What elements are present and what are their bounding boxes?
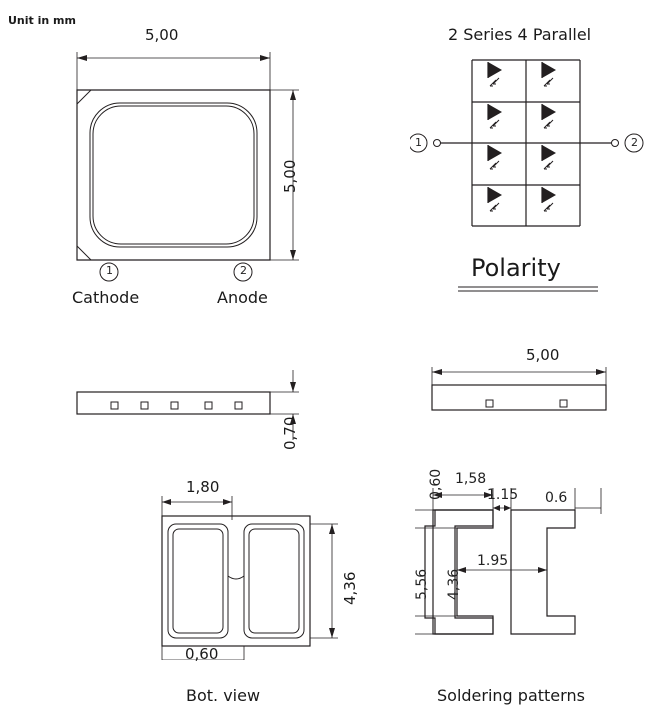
soldering-label-0-60: 0,60 — [428, 468, 444, 500]
soldering-dim-0-60 — [415, 510, 457, 528]
soldering-patterns-drawing — [415, 470, 635, 660]
led-symbol — [542, 62, 556, 86]
soldering-label-4-36: 4,36 — [446, 568, 462, 600]
bottom-view-gap-label: 0,60 — [185, 645, 219, 663]
soldering-dim-1-15 — [493, 505, 511, 511]
led-symbol — [542, 187, 556, 211]
top-view-pin2-number: 2 — [240, 264, 247, 277]
soldering-label-1-95: 1.95 — [477, 553, 509, 569]
unit-note: Unit in mm — [8, 14, 76, 27]
top-view-drawing — [55, 30, 315, 310]
soldering-label-1-58: 1,58 — [455, 471, 487, 487]
top-view-width-dimension — [77, 52, 270, 90]
bottom-view-pad-width-label: 1,80 — [186, 478, 220, 496]
circuit-terminal-1-number: 1 — [415, 136, 422, 149]
circuit-diagram — [410, 48, 650, 243]
soldering-label-0-6: 0.6 — [545, 490, 568, 506]
led-symbol — [488, 104, 502, 128]
cathode-label: Cathode — [72, 288, 140, 307]
top-view-width-label: 5,00 — [145, 26, 179, 44]
bottom-view-drawing — [140, 480, 360, 660]
soldering-label-5-56: 5,56 — [414, 568, 430, 600]
circuit-title-label: 2 Series 4 Parallel — [448, 25, 592, 44]
side-view-right-width-dimension — [432, 367, 606, 395]
soldering-patterns-caption: Soldering patterns — [437, 686, 585, 705]
bottom-view-pad-height-dimension — [310, 524, 338, 638]
side-view-right-drawing — [420, 355, 630, 435]
top-view-height-label: 5,00 — [281, 159, 299, 193]
bottom-view-caption: Bot. view — [186, 686, 261, 705]
soldering-dim-0-6 — [575, 488, 601, 514]
side-view-thickness-label: 0,70 — [281, 416, 299, 450]
side-view-right-width-label: 5,00 — [526, 346, 560, 364]
led-symbol — [488, 187, 502, 211]
polarity-label: Polarity — [471, 254, 561, 282]
led-symbol — [488, 62, 502, 86]
top-view-pin1-number: 1 — [106, 264, 113, 277]
led-symbol — [542, 104, 556, 128]
side-view-left-drawing — [55, 370, 315, 485]
bottom-view-pad-height-label: 4,36 — [341, 571, 359, 605]
circuit-terminal-2-number: 2 — [631, 136, 638, 149]
polarity-underline — [458, 285, 598, 293]
soldering-label-1-15: 1.15 — [487, 487, 519, 503]
anode-label: Anode — [217, 288, 268, 307]
led-symbol — [488, 145, 502, 169]
led-symbol — [542, 145, 556, 169]
